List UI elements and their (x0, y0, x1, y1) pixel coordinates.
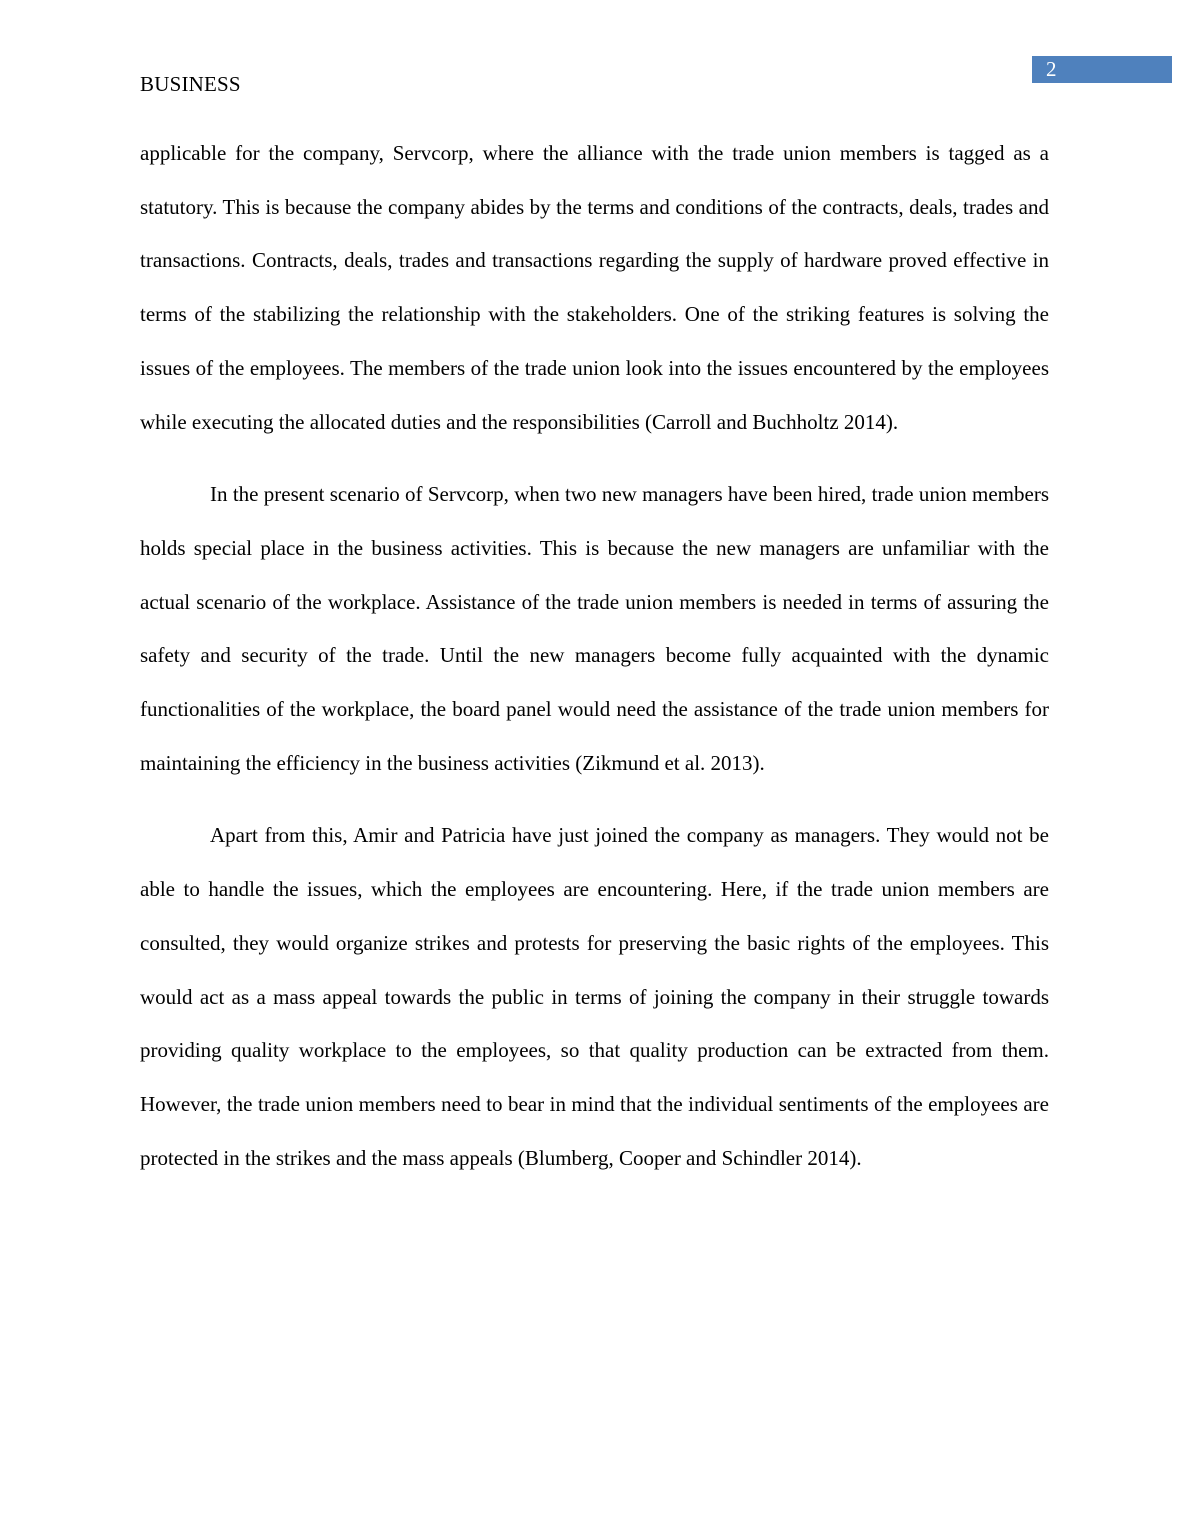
paragraph-3: Apart from this, Amir and Patricia have just joined the company as managers. They would not be able to handle the issues, which the employees are encountering. Here, if the trade union members are consulted, they would organize strikes and protests for preserving the basic rights of the employees. This would act as a mass appeal towards the public in terms of joining the company in their struggle towards providing quality workplace to the employees, so that quality production can be extracted from them. However, the trade union members need to bear in mind that the individual sentiments of the employees are protected in the strikes and the mass appeals (Blumberg, Cooper and Schindler 2014). (140, 823, 1049, 1170)
paragraph-2: In the present scenario of Servcorp, when two new managers have been hired, trade union members holds special place in the business activities. This is because the new managers are unfamiliar with the actual scenario of the workplace. Assistance of the trade union members is needed in terms of assuring the safety and security of the trade. Until the new managers become fully acquainted with the dynamic functionalities of the workplace, the board panel would need the assistance of the trade union members for maintaining the efficiency in the business activities (Zikmund et al. 2013). (140, 482, 1049, 775)
document-body (140, 127, 1049, 1204)
page-number-badge (1032, 56, 1172, 83)
running-head: BUSINESS (140, 72, 241, 96)
page-number: 2 (1046, 57, 1057, 81)
paragraph-1: applicable for the company, Servcorp, where the alliance with the trade union members is tagged as a statutory. This is because the company abides by the terms and conditions of the contracts, deals, trades and transactions. Contracts, deals, trades and transactions regarding the supply of hardware proved effective in terms of the stabilizing the relationship with the stakeholders. One of the striking features is solving the issues of the employees. The members of the trade union look into the issues encountered by the employees while executing the allocated duties and the responsibilities (Carroll and Buchholtz 2014). (140, 141, 1049, 434)
